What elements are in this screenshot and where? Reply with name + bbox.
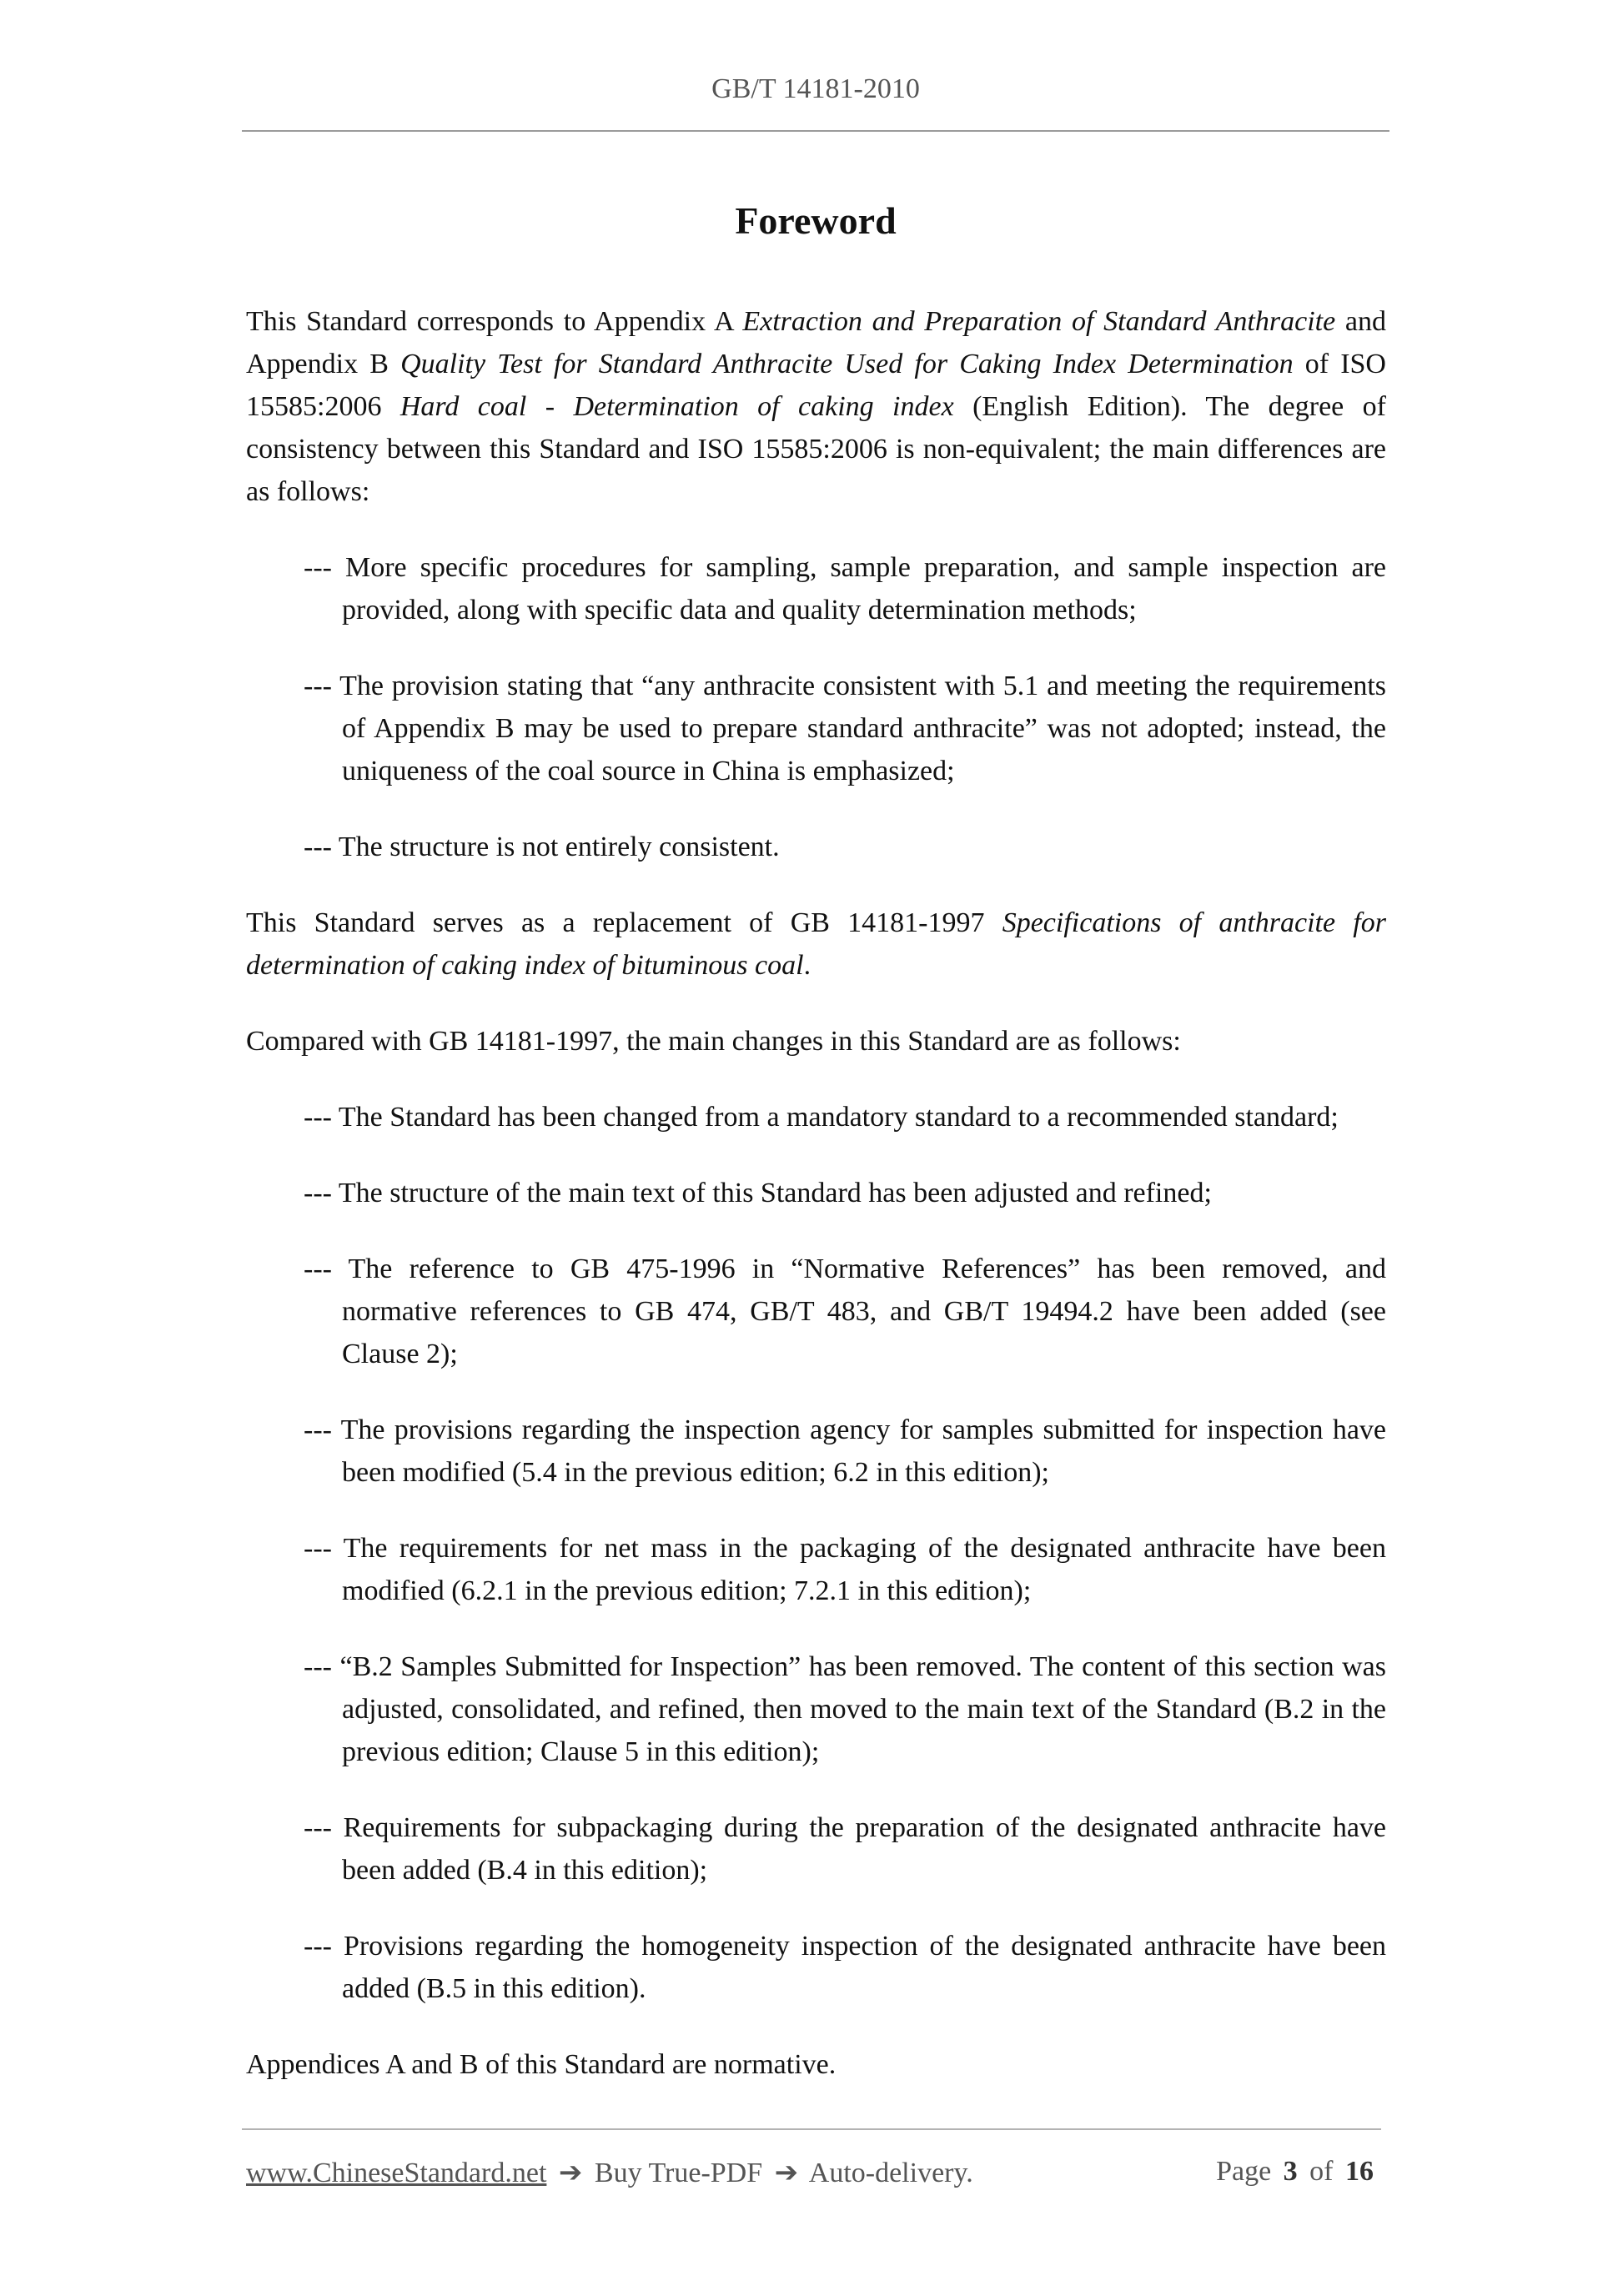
footer-left [246,2156,973,2189]
page-label: Page [1216,2156,1272,2187]
replacement-text-2: . [803,950,812,981]
page-total: 16 [1345,2156,1374,2187]
closing-paragraph: Appendices A and B of this Standard are normative. [246,2049,837,2080]
list-item: --- Provisions regarding the homogeneity inspection of the designated anthracite have been added (B.5 in this edition). [304,1931,1386,2004]
replacement-paragraph [246,902,1386,987]
intro-appendix-a-title: Extraction and Preparation of Standard Anthracite [742,306,1336,337]
buy-text: Buy True-PDF [594,2158,763,2188]
list-item: --- The structure of the main text of this Standard has been adjusted and refined; [304,1178,1212,1208]
document-body [246,300,1386,2119]
document-number-header: GB/T 14181-2010 [711,73,920,104]
replacement-standard-title: Specifications of anthracite for determination of caking index of bituminous coal [246,907,1386,981]
arrow-right-icon: ➔ [558,2158,583,2188]
intro-text-3: of ISO 15585:2006 [246,349,1386,422]
page-title: Foreword [735,199,897,242]
list-item: --- The provisions regarding the inspection agency for samples submitted for inspection have been modified (5.4 in the previous edition; 6.2 in this edition); [304,1414,1386,1488]
list-item: --- The reference to GB 475-1996 in “Normative References” has been removed, and normative references to GB 474, GB/T 483, and GB/T 19494.2 have been added (see Clause 2); [304,1254,1386,1369]
footer-divider [242,2128,1381,2130]
arrow-right-icon: ➔ [774,2158,799,2188]
list-item: --- Requirements for subpackaging during the preparation of the designated anthracite have been added (B.4 in this edition); [304,1812,1386,1886]
intro-text-4: (English Edition). The degree of consistency between this Standard and ISO 15585:2006 is non-equivalent; the main differences are as follows: [246,391,1386,507]
list-item: --- The structure is not entirely consistent. [304,831,780,862]
page-of-label: of [1309,2156,1334,2187]
delivery-text: Auto-delivery. [808,2158,973,2188]
intro-iso-title: Hard coal - Determination of caking index [399,391,954,422]
intro-appendix-b-title: Quality Test for Standard Anthracite Used for Caking Index Determination [400,349,1294,379]
list-item: --- More specific procedures for sampling, sample preparation, and sample inspection are provided, along with specific data and quality determination methods; [304,552,1386,625]
list-item: --- The Standard has been changed from a mandatory standard to a recommended standard; [304,1102,1339,1133]
website-link[interactable]: www.ChineseStandard.net [246,2158,547,2188]
page-number [1216,2156,1379,2189]
list-item: --- The requirements for net mass in the packaging of the designated anthracite have been modified (6.2.1 in the previous edition; 7.2.1 in this edition); [304,1533,1386,1606]
page-current: 3 [1283,2156,1298,2187]
replacement-text-1: This Standard serves as a replacement of GB 14181-1997 [246,907,1002,938]
intro-text-2: and Appendix B [246,306,1386,379]
list-item: --- The provision stating that “any anthracite consistent with 5.1 and meeting the requirements of Appendix B may be used to prepare standard anthracite” was not adopted; instead, the uniqueness of the coal source in China is emphasized; [304,671,1386,786]
differences-list [246,546,1386,868]
changes-intro-paragraph: Compared with GB 14181-1997, the main changes in this Standard are as follows: [246,1026,1181,1057]
page-footer [246,2156,1379,2189]
changes-list [246,1096,1386,2010]
header-divider [242,130,1389,132]
list-item: --- “B.2 Samples Submitted for Inspection” has been removed. The content of this section was adjusted, consolidated, and refined, then moved to the main text of the Standard (B.2 in the previous edition; Clause 5 in this edition); [304,1651,1386,1767]
intro-text-1: This Standard corresponds to Appendix A [246,306,743,337]
intro-paragraph [246,300,1386,513]
